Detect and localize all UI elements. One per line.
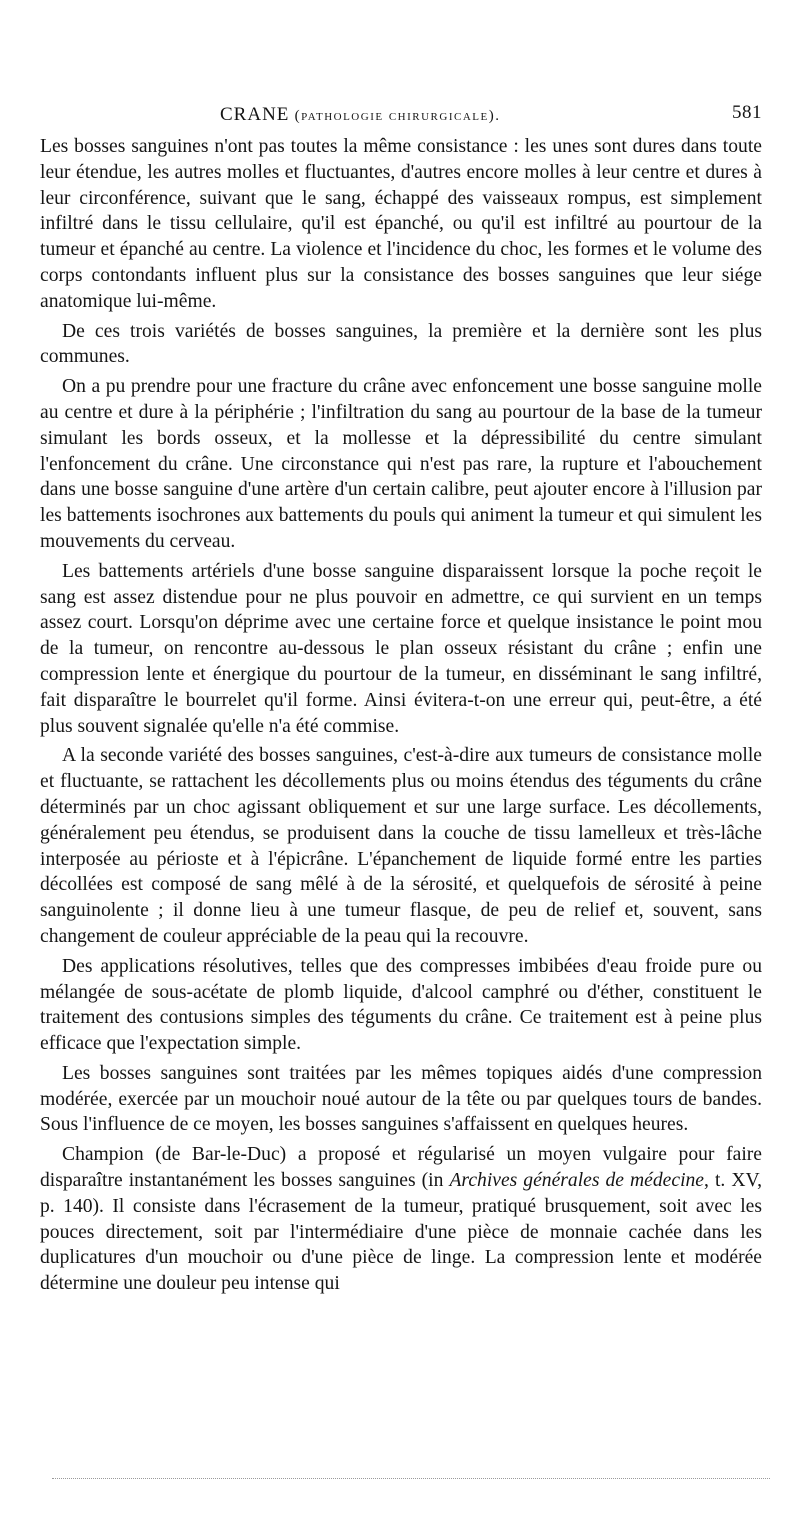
running-title bbox=[220, 104, 500, 126]
paragraph: Les bosses sanguines n'ont pas toutes la même consistance : les unes sont dures dans toute leur étendue, les autres molles et fluctuantes, d'autres encore molles à leur centre et dures à leur circonférence, suivant que le sang, échappé des vaisseaux rompus, est simplement infiltré dans le tissu cellulaire, qu'il est épanché, ou qu'il est infiltré au pourtour de la tumeur et épanché au centre. La violence et l'incidence du choc, les formes et le volume des corps contondants influent plus sur la consistance des bosses sanguines que leur siége anatomique lui-même. bbox=[40, 136, 762, 312]
book-page bbox=[40, 100, 762, 1301]
paragraph: Des applications résolutives, telles que des compresses imbibées d'eau froide pure ou mélangée de sous-acétate de plomb liquide, d'alcool camphré ou d'éther, constituent le traitement des contusions simples des téguments du crâne. Ce traitement est à peine plus efficace que l'expectation simple. bbox=[40, 955, 762, 1055]
journal-title-italic: Archives générales de médecine bbox=[449, 1170, 705, 1192]
running-title-main: CRANE bbox=[220, 104, 290, 125]
paragraph: Les bosses sanguines sont traitées par les mêmes topiques aidés d'une compression modérée, exercée par un mouchoir noué autour de la tête ou par quelques tours de bandes. Sous l'influence de ce moyen, les bosses sanguines s'affaissent en quelques heures. bbox=[40, 1062, 762, 1136]
page-number: 581 bbox=[732, 102, 762, 123]
paragraph: Les battements artériels d'une bosse sanguine disparaissent lorsque la poche reçoit le sang est assez distendue pour ne plus pouvoir en admettre, ce qui survient en un temps assez court. Lorsqu'on déprime avec une certaine force et quelque insistance le point mou de la tumeur, on rencontre au-dessous le plan osseux résistant du crâne ; enfin une compression lente et énergique du pourtour de la tumeur, en disséminant le sang infiltré, fait disparaître le bourrelet qu'il forme. Ainsi évitera-t-on une erreur qui, peut-être, a été plus souvent signalée qu'elle n'a été commise. bbox=[40, 560, 762, 737]
paragraph-last bbox=[40, 1142, 762, 1297]
body-text bbox=[40, 134, 762, 1297]
paragraph-text: Champion (de Bar-le-Duc) a proposé et régularisé un moyen vulgaire pour faire disparaître instantanément les bosses sanguines (in bbox=[40, 1144, 762, 1192]
paragraph: De ces trois variétés de bosses sanguines, la première et la dernière sont les plus communes. bbox=[40, 320, 762, 368]
running-head bbox=[40, 100, 762, 134]
paragraph: A la seconde variété des bosses sanguines, c'est-à-dire aux tumeurs de consistance molle et fluctuante, se rattachent les décollements plus ou moins étendus des téguments du crâne déterminés par un choc agissant obliquement et sur une large surface. Les décollements, généralement peu étendus, se produisent dans la couche de tissu lamelleux et très-lâche interposée au périoste et à l'épicrâne. L'épanchement de liquide formé entre les parties décollées est composé de sang mêlé à de la sérosité, et quelquefois de sérosité à peine sanguinolente ; il donne lieu à une tumeur flasque, de peu de relief et, souvent, sans changement de couleur appréciable de la peau qui la recouvre. bbox=[40, 745, 762, 947]
bottom-divider bbox=[52, 1478, 770, 1479]
paragraph: On a pu prendre pour une fracture du crâne avec enfoncement une bosse sanguine molle au centre et dure à la périphérie ; l'infiltration du sang au pourtour de la base de la tumeur simulant les bords osseux, et la mollesse et la dépressibilité du centre simulant l'enfoncement du crâne. Une circonstance qui n'est pas rare, la rupture et l'abouchement dans une bosse sanguine d'une artère d'un certain calibre, peut ajouter encore à l'illusion par les battements isochrones aux battements du pouls qui animent la tumeur et qui simulent les mouvements du cerveau. bbox=[40, 376, 762, 552]
running-title-sub: (pathologie chirurgicale). bbox=[294, 108, 501, 124]
paragraph-text: , t. XV, p. 140). Il consiste dans l'écrasement de la tumeur, pratiqué brusquement, soit avec les pouces directement, soit par l'intermédiaire d'une pièce de monnaie cachée dans les duplicatures d'un mouchoir ou d'une pièce de linge. La compression lente et modérée détermine une douleur peu intense qui bbox=[40, 1170, 762, 1295]
